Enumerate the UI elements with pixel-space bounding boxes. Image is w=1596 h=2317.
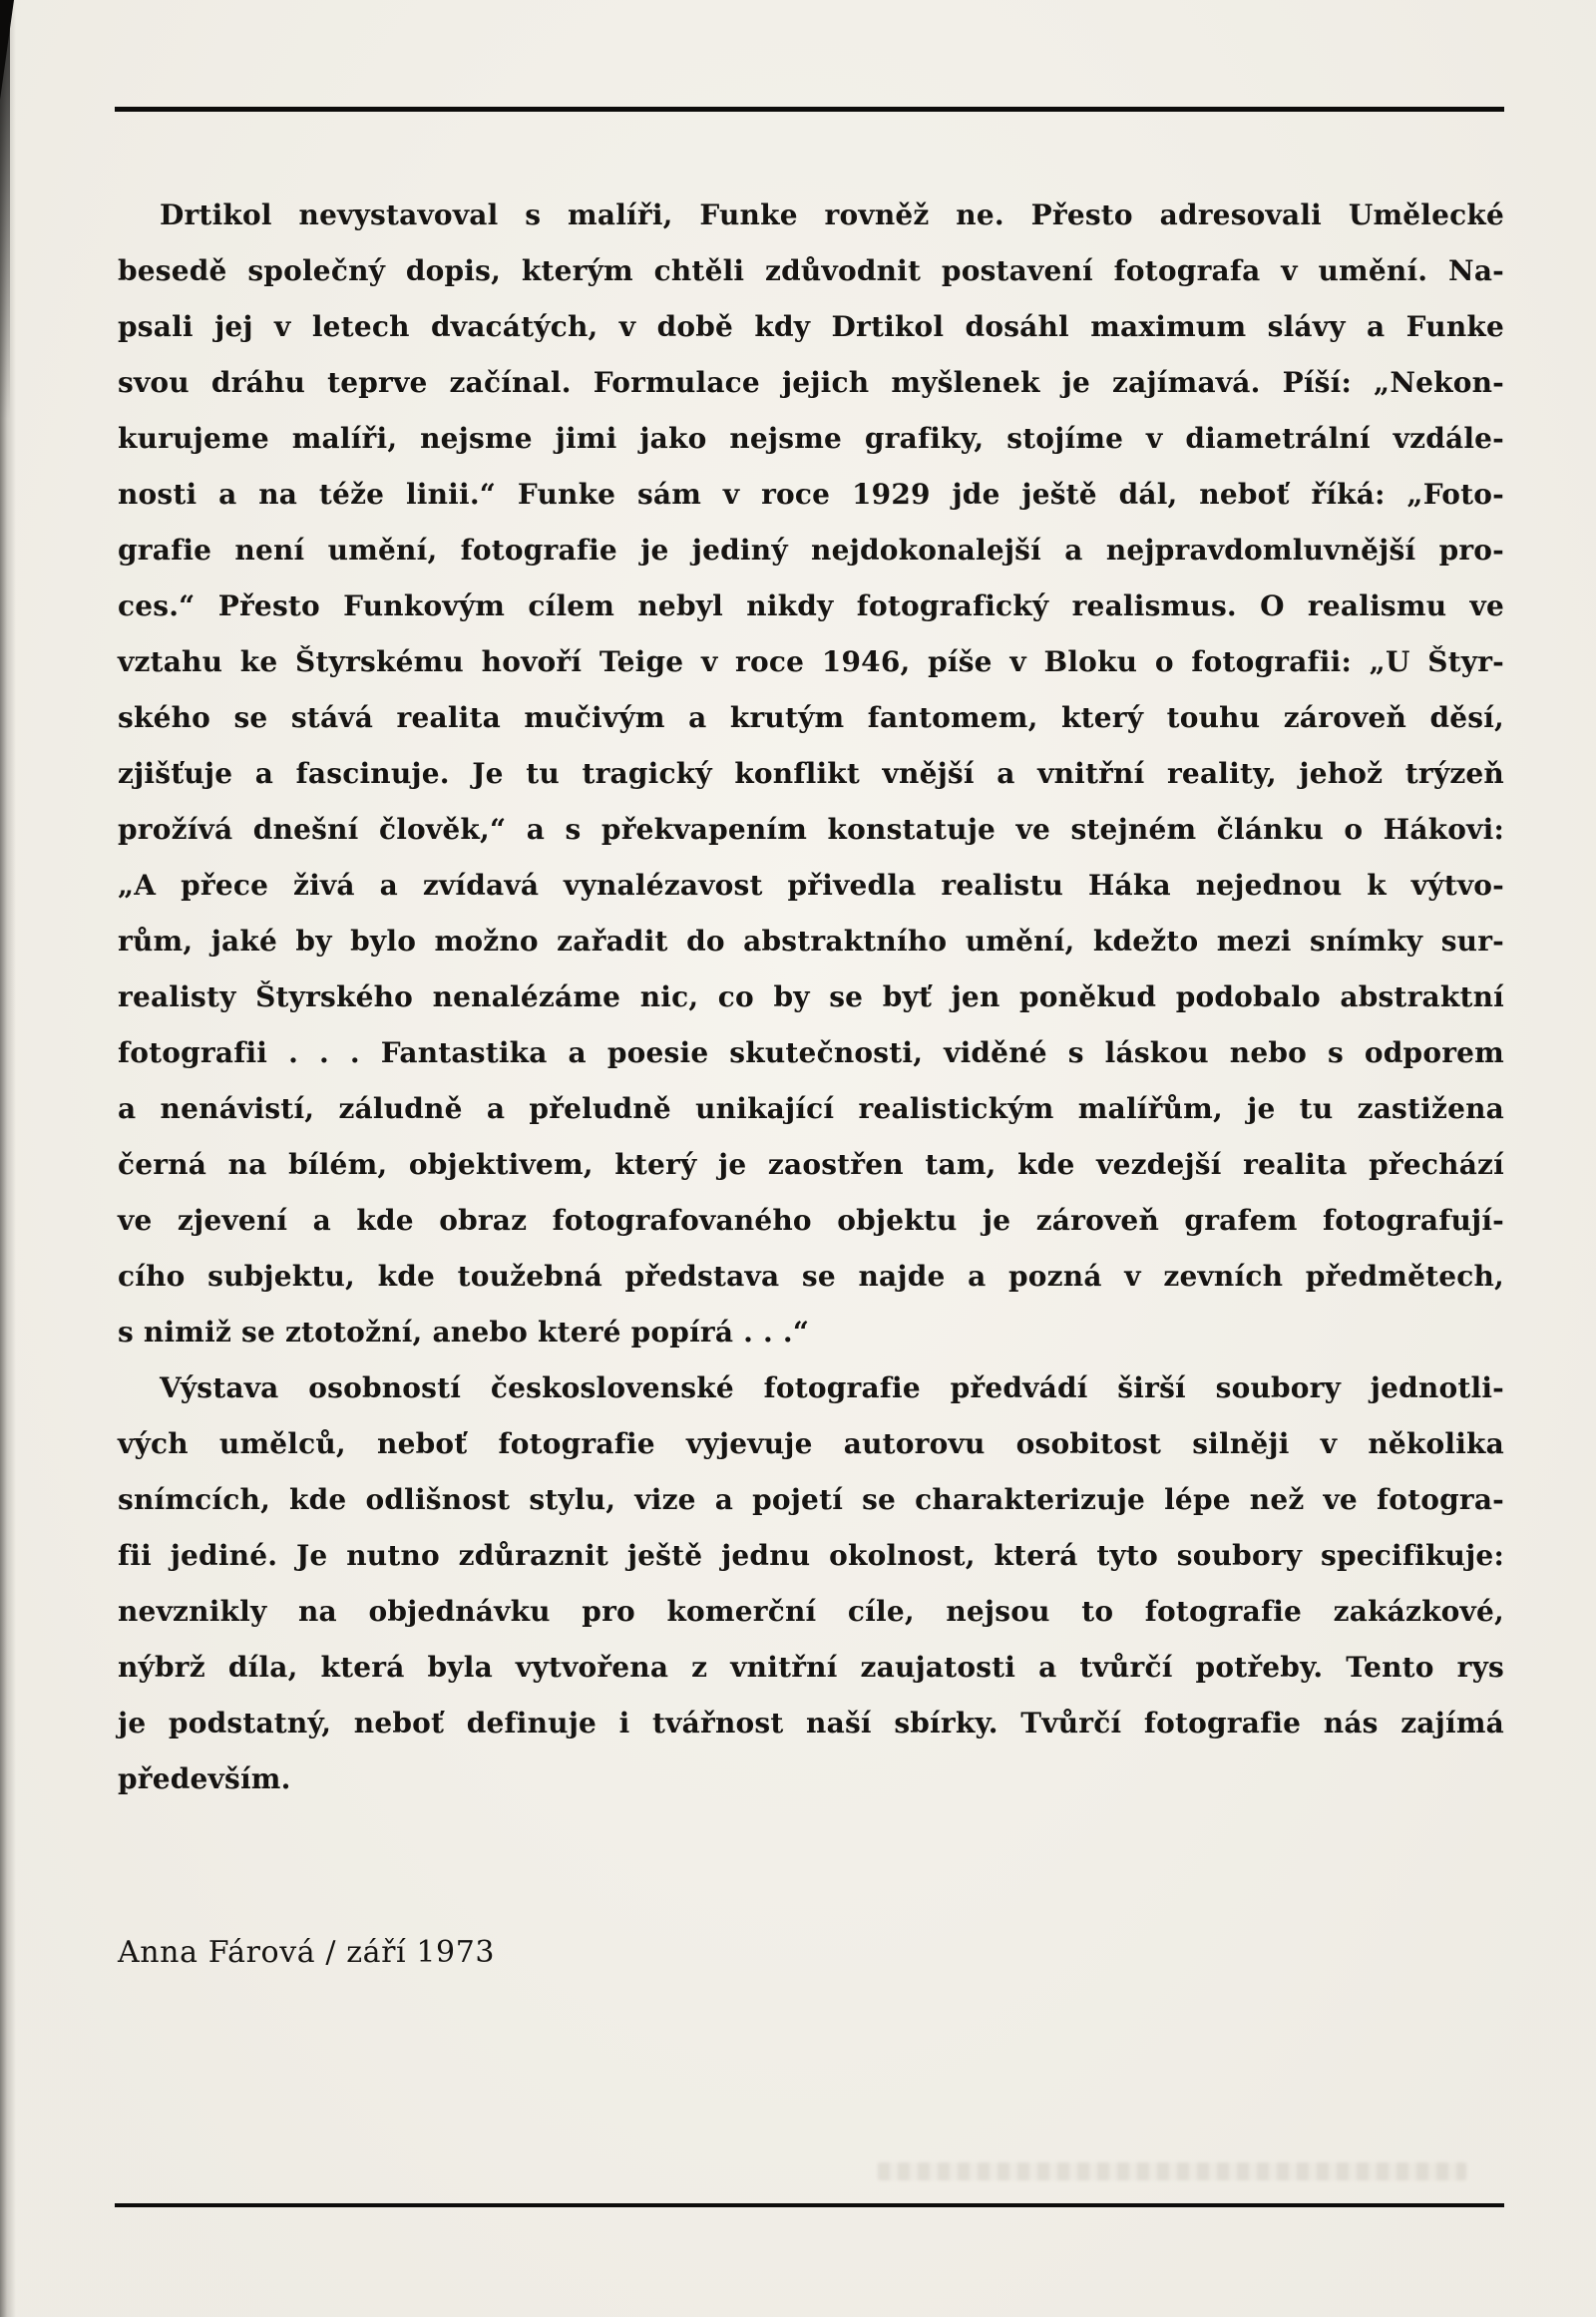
text-line: „A přece živá a zvídavá vynalézavost přivedla realistu Háka nejednou k výtvo-	[118, 869, 1504, 902]
text-line: a nenávistí, záludně a přeludně unikající realistickým malířům, je tu zastižena	[118, 1092, 1504, 1125]
text-line: realisty Štyrského nenalézáme nic, co by se byť jen poněkud podobalo abstraktní	[118, 980, 1504, 1013]
text-line: ve zjevení a kde obraz fotografovaného objektu je zároveň grafem fotografují-	[118, 1204, 1504, 1237]
text-line: psali jej v letech dvacátých, v době kdy Drtikol dosáhl maximum slávy a Funke	[118, 310, 1504, 343]
bottom-rule	[115, 2203, 1504, 2207]
text-line: kurujeme malíři, nejsme jimi jako nejsme grafiky, stojíme v diametrální vzdále-	[118, 422, 1504, 455]
text-line: svou dráhu teprve začínal. Formulace jejich myšlenek je zajímavá. Píší: „Nekon-	[118, 366, 1504, 399]
text-line: besedě společný dopis, kterým chtěli zdůvodnit postavení fotografa v umění. Na-	[118, 254, 1504, 287]
text-line: vých umělců, neboť fotografie vyjevuje autorovu osobitost silněji v několika	[118, 1427, 1504, 1460]
text-line: především.	[118, 1762, 291, 1795]
text-line: nevznikly na objednávku pro komerční cíle, nejsou to fotografie zakázkové,	[118, 1595, 1504, 1628]
text-line: cího subjektu, kde toužebná představa se najde a pozná v zevních předmětech,	[118, 1260, 1504, 1293]
text-line: rům, jaké by bylo možno zařadit do abstraktního umění, kdežto mezi snímky sur-	[118, 925, 1504, 958]
text-line: nosti a na téže linii.“ Funke sám v roce 1929 jde ještě dál, neboť říká: „Foto-	[118, 478, 1504, 511]
text-line: ces.“ Přesto Funkovým cílem nebyl nikdy fotografický realismus. O realismu ve	[118, 589, 1504, 622]
text-line: Výstava osobností československé fotografie předvádí širší soubory jednotli-	[160, 1371, 1504, 1404]
text-line: s nimiž se ztotožní, anebo které popírá . . .“	[118, 1316, 810, 1349]
bleed-through-artifact	[878, 2162, 1466, 2180]
text-line: fii jediné. Je nutno zdůraznit ještě jednu okolnost, která tyto soubory specifikuje:	[118, 1539, 1504, 1572]
text-line: vztahu ke Štyrskému hovoří Teige v roce 1946, píše v Bloku o fotografii: „U Štyr-	[118, 645, 1504, 678]
text-line: je podstatný, neboť definuje i tvářnost naší sbírky. Tvůrčí fotografie nás zajímá	[118, 1707, 1504, 1739]
text-line: fotografii . . . Fantastika a poesie skutečnosti, viděné s láskou nebo s odporem	[118, 1036, 1504, 1069]
text-line: zjišťuje a fascinuje. Je tu tragický konflikt vnější a vnitřní reality, jehož trýzeň	[118, 757, 1504, 790]
text-line: nýbrž díla, která byla vytvořena z vnitřní zaujatosti a tvůrčí potřeby. Tento rys	[118, 1651, 1504, 1684]
author-signature: Anna Fárová / září 1973	[118, 1935, 496, 1970]
text-line: prožívá dnešní člověk,“ a s překvapením konstatuje ve stejném článku o Hákovi:	[118, 813, 1504, 846]
text-line: snímcích, kde odlišnost stylu, vize a pojetí se charakterizuje lépe než ve fotogra-	[118, 1483, 1504, 1516]
top-rule	[115, 107, 1504, 112]
text-line: grafie není umění, fotografie je jediný nejdokonalejší a nejpravdomluvnější pro-	[118, 534, 1504, 567]
text-line: ského se stává realita mučivým a krutým fantomem, který touhu zároveň děsí,	[118, 701, 1504, 734]
text-line: Drtikol nevystavoval s malíři, Funke rovněž ne. Přesto adresovali Umělecké	[160, 198, 1504, 231]
text-line: černá na bílém, objektivem, který je zaostřen tam, kde vezdejší realita přechází	[118, 1148, 1504, 1181]
text-block	[118, 188, 1504, 1807]
